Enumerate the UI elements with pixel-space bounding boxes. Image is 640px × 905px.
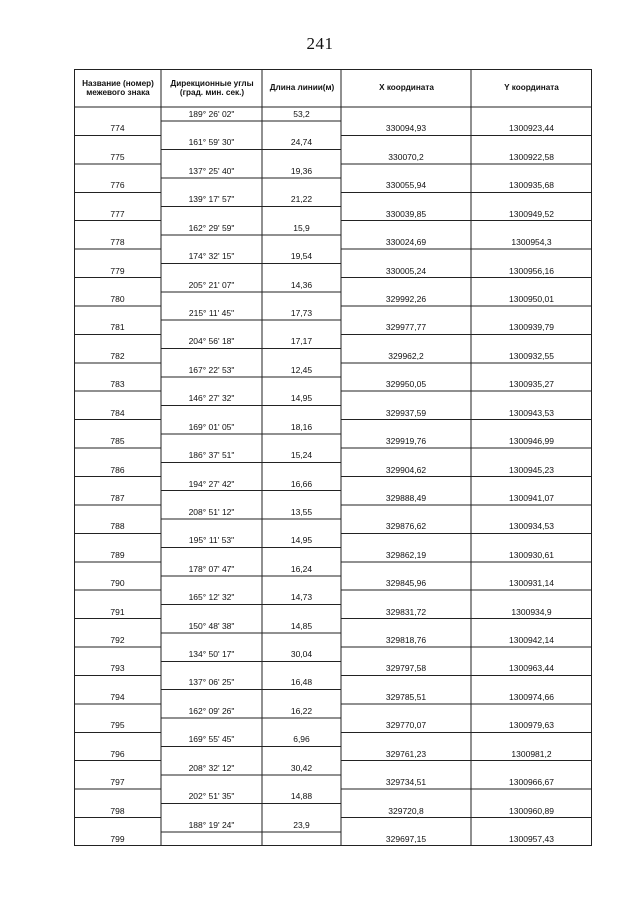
segment-length: 14,88 — [290, 791, 313, 802]
point-name: 776 — [110, 180, 125, 191]
segment-direction-angle: 167° 22' 53" — [188, 364, 235, 375]
point-x-coordinate: 329720,8 — [388, 805, 424, 816]
segment-direction-angle: 194° 27' 42" — [188, 478, 235, 489]
point-name: 790 — [110, 578, 125, 589]
point-name: 774 — [110, 123, 125, 134]
segment-direction-angle: 202° 51' 35" — [188, 791, 235, 802]
point-y-coordinate: 1300981,2 — [511, 748, 552, 759]
point-x-coordinate: 329904,62 — [385, 464, 427, 475]
point-x-coordinate: 330024,69 — [385, 237, 427, 248]
segment-length: 19,36 — [290, 165, 313, 176]
header-angle: Дирекционные углы (град. мин. сек.) — [170, 78, 254, 97]
segment-direction-angle: 215° 11' 45" — [188, 307, 235, 318]
point-y-coordinate: 1300934,9 — [511, 606, 552, 617]
point-y-coordinate: 1300954,3 — [511, 237, 552, 248]
point-x-coordinate: 329876,62 — [385, 521, 427, 532]
point-y-coordinate: 1300939,79 — [509, 322, 554, 333]
segment-length: 14,85 — [290, 620, 313, 631]
segment-direction-angle: 174° 32' 15" — [188, 251, 235, 262]
segment-direction-angle: 146° 27' 32" — [188, 393, 235, 404]
point-name: 787 — [110, 492, 125, 503]
segment-direction-angle: 169° 01' 05" — [188, 421, 235, 432]
point-name: 797 — [110, 777, 125, 788]
point-name: 789 — [110, 549, 125, 560]
segment-direction-angle: 208° 51' 12" — [188, 506, 235, 517]
point-x-coordinate: 329977,77 — [385, 322, 427, 333]
point-y-coordinate: 1300950,01 — [509, 293, 554, 304]
segment-direction-angle: 137° 25' 40" — [188, 165, 235, 176]
point-x-coordinate: 329845,96 — [385, 578, 427, 589]
point-y-coordinate: 1300945,23 — [509, 464, 554, 475]
point-name: 796 — [110, 748, 125, 759]
segment-length: 30,04 — [290, 649, 313, 660]
point-name: 786 — [110, 464, 125, 475]
segment-length: 14,95 — [290, 535, 313, 546]
segment-length: 6,96 — [293, 734, 310, 745]
point-y-coordinate: 1300957,43 — [509, 834, 554, 844]
point-y-coordinate: 1300946,99 — [509, 436, 554, 447]
header-name: Название (номер) межевого знака — [82, 78, 154, 97]
point-name: 788 — [110, 521, 125, 532]
segment-direction-angle: 205° 21' 07" — [188, 279, 235, 290]
page-number: 241 — [306, 34, 334, 53]
point-y-coordinate: 1300943,53 — [509, 407, 554, 418]
segment-direction-angle: 186° 37' 51" — [188, 450, 235, 461]
segment-direction-angle: 204° 56' 18" — [188, 336, 235, 347]
point-x-coordinate: 330005,24 — [385, 265, 427, 276]
segment-length: 15,9 — [293, 222, 310, 233]
segment-length: 21,22 — [290, 194, 313, 205]
point-name: 798 — [110, 805, 125, 816]
point-y-coordinate: 1300930,61 — [509, 549, 554, 560]
point-name: 792 — [110, 635, 125, 646]
segment-direction-angle: 169° 55' 45" — [188, 734, 235, 745]
point-x-coordinate: 330055,94 — [385, 180, 427, 191]
segment-direction-angle: 195° 11' 53" — [188, 535, 235, 546]
point-name: 782 — [110, 350, 125, 361]
segment-direction-angle: 162° 29' 59" — [188, 222, 235, 233]
point-x-coordinate: 329697,15 — [385, 834, 427, 844]
point-name: 795 — [110, 720, 125, 731]
point-name: 793 — [110, 663, 125, 674]
point-name: 799 — [110, 834, 125, 844]
point-y-coordinate: 1300935,68 — [509, 180, 554, 191]
boundary-coordinates-table — [74, 69, 592, 846]
point-x-coordinate: 329761,23 — [385, 748, 427, 759]
segment-direction-angle: 137° 06' 25" — [188, 677, 235, 688]
point-y-coordinate: 1300923,44 — [509, 123, 554, 134]
point-x-coordinate: 329797,58 — [385, 663, 427, 674]
segment-length: 14,36 — [290, 279, 313, 290]
segment-length: 14,73 — [290, 592, 313, 603]
segment-direction-angle: 162° 09' 26" — [188, 705, 235, 716]
point-y-coordinate: 1300931,14 — [509, 578, 554, 589]
point-name: 783 — [110, 379, 125, 390]
point-name: 794 — [110, 691, 125, 702]
point-y-coordinate: 1300941,07 — [509, 492, 554, 503]
segment-length: 17,73 — [290, 307, 313, 318]
segment-direction-angle: 178° 07' 47" — [188, 563, 235, 574]
point-x-coordinate: 329862,19 — [385, 549, 427, 560]
segment-length: 16,48 — [290, 677, 313, 688]
point-name: 781 — [110, 322, 125, 333]
point-y-coordinate: 1300949,52 — [509, 208, 554, 219]
point-y-coordinate: 1300934,53 — [509, 521, 554, 532]
segment-length: 12,45 — [290, 364, 313, 375]
segment-length: 16,22 — [290, 705, 313, 716]
point-x-coordinate: 329785,51 — [385, 691, 427, 702]
point-x-coordinate: 329831,72 — [385, 606, 427, 617]
point-x-coordinate: 329888,49 — [385, 492, 427, 503]
point-y-coordinate: 1300974,66 — [509, 691, 554, 702]
point-x-coordinate: 329770,07 — [385, 720, 427, 731]
segment-direction-angle: 150° 48' 38" — [188, 620, 235, 631]
point-x-coordinate: 330039,85 — [385, 208, 427, 219]
point-name: 779 — [110, 265, 125, 276]
segment-length: 23,9 — [293, 819, 310, 830]
point-y-coordinate: 1300935,27 — [509, 379, 554, 390]
header-y: Y координата — [504, 83, 559, 93]
point-y-coordinate: 1300979,63 — [509, 720, 554, 731]
point-x-coordinate: 329992,26 — [385, 293, 427, 304]
segment-length: 13,55 — [290, 506, 313, 517]
point-x-coordinate: 329962,2 — [388, 350, 424, 361]
segment-direction-angle: 208° 32' 12" — [188, 762, 235, 773]
point-x-coordinate: 329950,05 — [385, 379, 427, 390]
point-name: 778 — [110, 237, 125, 248]
point-name: 791 — [110, 606, 125, 617]
point-y-coordinate: 1300963,44 — [509, 663, 554, 674]
segment-direction-angle: 134° 50' 17" — [188, 649, 235, 660]
point-x-coordinate: 329937,59 — [385, 407, 427, 418]
point-y-coordinate: 1300922,58 — [509, 151, 554, 162]
point-name: 777 — [110, 208, 125, 219]
point-y-coordinate: 1300966,67 — [509, 777, 554, 788]
point-x-coordinate: 329818,76 — [385, 635, 427, 646]
point-x-coordinate: 330094,93 — [385, 123, 427, 134]
point-name: 775 — [110, 151, 125, 162]
point-y-coordinate: 1300960,89 — [509, 805, 554, 816]
segment-direction-angle: 189° 26' 02" — [188, 109, 235, 119]
segment-length: 18,16 — [290, 421, 313, 432]
point-y-coordinate: 1300932,55 — [509, 350, 554, 361]
segment-length: 19,54 — [290, 251, 313, 262]
segment-length: 16,24 — [290, 563, 313, 574]
header-x: X координата — [379, 83, 434, 93]
point-name: 785 — [110, 436, 125, 447]
point-name: 784 — [110, 407, 125, 418]
point-x-coordinate: 329919,76 — [385, 436, 427, 447]
segment-direction-angle: 188° 19' 24" — [188, 819, 235, 830]
segment-direction-angle: 161° 59' 30" — [188, 137, 235, 148]
segment-length: 24,74 — [290, 137, 313, 148]
point-x-coordinate: 329734,51 — [385, 777, 427, 788]
segment-length: 53,2 — [293, 109, 310, 119]
header-length: Длина линии(м) — [269, 83, 335, 93]
point-y-coordinate: 1300956,16 — [509, 265, 554, 276]
segment-length: 15,24 — [290, 450, 313, 461]
segment-length: 17,17 — [290, 336, 313, 347]
segment-length: 16,66 — [290, 478, 313, 489]
point-y-coordinate: 1300942,14 — [509, 635, 554, 646]
point-x-coordinate: 330070,2 — [388, 151, 424, 162]
segment-direction-angle: 139° 17' 57" — [188, 194, 235, 205]
segment-length: 30,42 — [290, 762, 313, 773]
point-name: 780 — [110, 293, 125, 304]
segment-direction-angle: 165° 12' 32" — [188, 592, 235, 603]
segment-length: 14,95 — [290, 393, 313, 404]
